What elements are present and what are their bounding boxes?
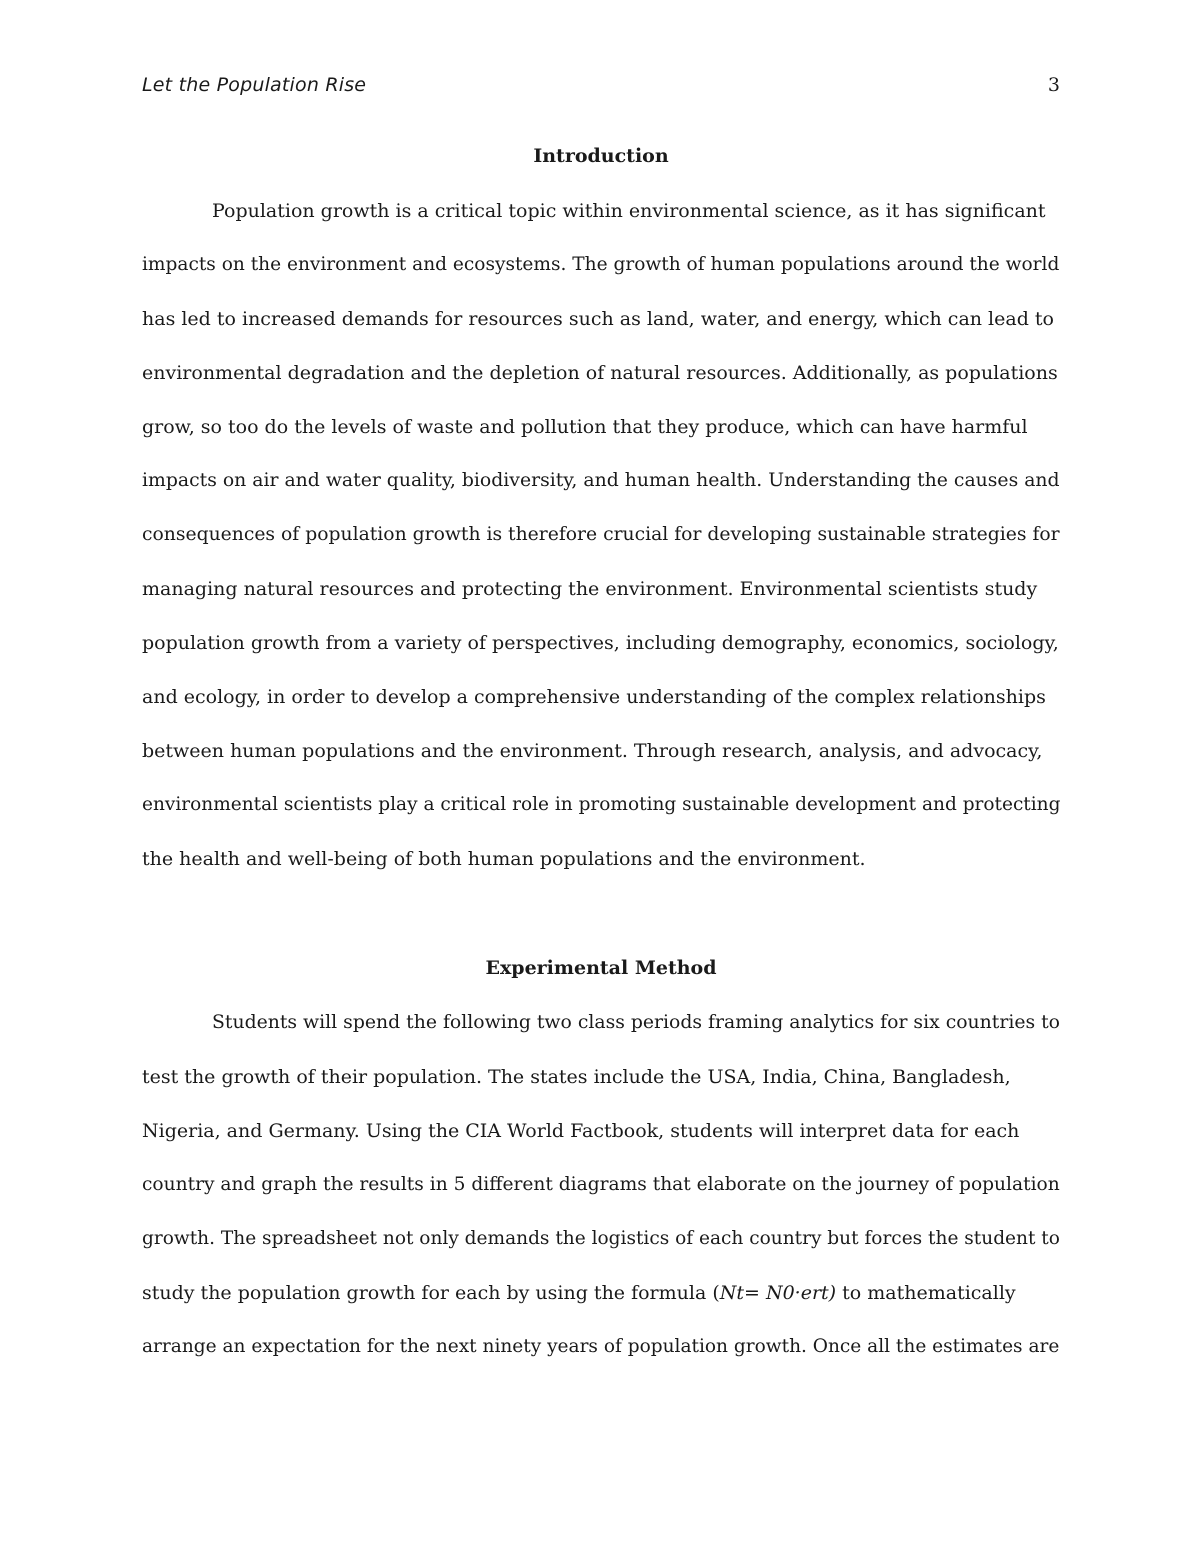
formula-line-after: to mathematically	[836, 1282, 1016, 1304]
paragraph-line: impacts on air and water quality, biodiversity, and human health. Understanding the causes and	[142, 470, 1060, 491]
growth-formula: Nt= N0·ert)	[719, 1282, 837, 1304]
section-heading-introduction: Introduction	[533, 145, 669, 167]
paragraph-line: environmental degradation and the depletion of natural resources. Additionally, as populations	[142, 362, 1058, 384]
paragraph-line: environmental scientists play a critical role in promoting sustainable development and protecting	[142, 794, 1061, 815]
paragraph-line: consequences of population growth is therefore crucial for developing sustainable strategies for	[142, 524, 1060, 545]
section-heading-experimental-method: Experimental Method	[485, 957, 717, 979]
paragraph-line: Population growth is a critical topic within environmental science, as it has significant	[212, 200, 1046, 222]
page-number: 3	[1047, 74, 1060, 96]
paragraph-line-formula	[142, 1266, 1060, 1320]
paragraph-line: between human populations and the environment. Through research, analysis, and advocacy,	[142, 740, 1043, 762]
paragraph-line: Students will spend the following two class periods framing analytics for six countries to	[212, 1012, 1061, 1033]
paragraph-line: growth. The spreadsheet not only demands the logistics of each country but forces the student to	[142, 1228, 1060, 1249]
paragraph-line: impacts on the environment and ecosystems. The growth of human populations around the world	[142, 254, 1060, 275]
paragraph-line: country and graph the results in 5 different diagrams that elaborate on the journey of population	[142, 1174, 1060, 1195]
experimental-method-paragraph	[142, 996, 1060, 1374]
paragraph-line: test the growth of their population. The states include the USA, India, China, Bangladesh,	[142, 1066, 1011, 1088]
paragraph-line: the health and well-being of both human populations and the environment.	[142, 848, 866, 870]
paragraph-line: has led to increased demands for resources such as land, water, and energy, which can lead to	[142, 308, 1054, 330]
paragraph-line: arrange an expectation for the next ninety years of population growth. Once all the estimates are	[142, 1336, 1060, 1357]
paragraph-line: managing natural resources and protecting the environment. Environmental scientists study	[142, 578, 1038, 600]
paragraph-line: population growth from a variety of perspectives, including demography, economics, sociology,	[142, 632, 1059, 654]
running-head-title: Let the Population Rise	[142, 74, 367, 96]
paragraph-line: and ecology, in order to develop a comprehensive understanding of the complex relationships	[142, 686, 1046, 708]
running-head	[142, 74, 1060, 100]
formula-line-before: study the population growth for each by using the formula (	[142, 1282, 720, 1304]
paragraph-line: Nigeria, and Germany. Using the CIA World Factbook, students will interpret data for each	[142, 1120, 1020, 1142]
introduction-paragraph	[142, 184, 1060, 886]
paragraph-line: grow, so too do the levels of waste and pollution that they produce, which can have harmful	[142, 416, 1028, 438]
